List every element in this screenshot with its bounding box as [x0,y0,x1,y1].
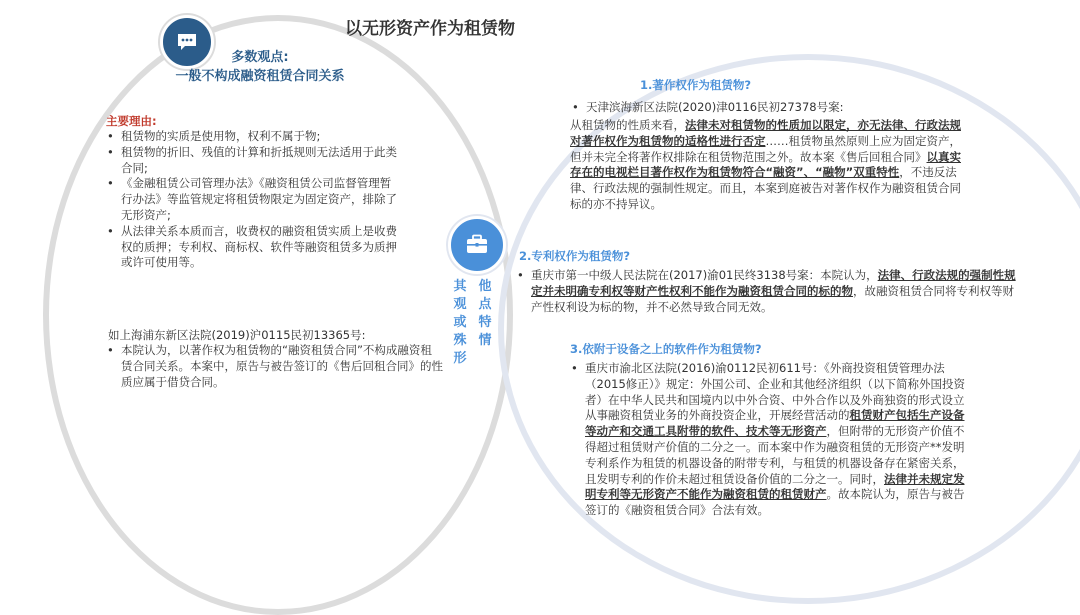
section1-title: 1.著作权作为租赁物? [640,78,752,92]
section2-highlight: 法律、行政法规的强制性规定并未明确专利权等财产性权利不能作为融资租赁合同的标的物 [531,268,1016,298]
reason-item: • 《金融租赁公司管理办法》《融资租赁公司监督管理暂行办法》等监管规定将租赁物限定为固定资产，排除了无形资产; [103,176,399,223]
page-title: 以无形资产作为租赁物 [345,19,515,39]
section1-text-a: 从租赁物的性质来看， [570,118,685,132]
vertical-label-right: 他点特情 [478,279,492,348]
section3-text-c: 。故本院认为，原告与被告签订的《融资租赁合同》合法有效。 [585,487,965,518]
majority-view-heading [150,48,370,86]
section2-text [513,268,1025,315]
section3-body [567,361,971,519]
left-case-text: • 本院认为，以著作权为租赁物的“融资租赁合同”不构成融资租赁合同关系。本案中，原告与被告签订的《售后回租合同》的性质应属于借贷合同。 [103,343,443,390]
left-decorative-arc [43,15,513,615]
reason-item: • 租赁物的实质是使用物，权利不属于物; [103,129,399,145]
section3-highlight-a: 租赁财产包括生产设备等动产和交通工具附带的软件、技术等无形资产 [585,408,965,439]
reason-item: • 租赁物的折旧、残值的计算和折抵规则无法适用于此类合同; [103,145,399,177]
vertical-label-left: 其观或殊形 [453,279,467,366]
left-case-title: 如上海浦东新区法院(2019)沪0115民初13365号: [108,328,366,342]
section1-body [570,118,966,213]
section1-text-c: ，不违反法律、行政法规的强制性规定。而且，本案到庭被告对著作权作为融资租赁合同标的亦不持异议。 [570,165,961,211]
majority-heading-line2: 一般不构成融资租赁合同关系 [175,69,345,84]
section2-text-a: 重庆市第一中级人民法院在(2017)渝01民终3138号案：本院认为， [531,268,878,282]
section3-text-b: ，但附带的无形资产价值不得超过租赁财产价值的二分之一。而本案中作为融资租赁的无形资产**发明专利系作为租赁的机器设备的附带专利，与租赁的机器设备存在紧密关系，且发明专利的作价未超过租赁设备价值的二分之一。同时， [585,424,965,486]
section3-highlight-b: 法律并未规定发明专利等无形资产不能作为融资租赁的租赁财产 [585,471,965,502]
section3-text [567,361,971,519]
section2-title: 2.专利权作为租赁物? [519,249,631,263]
section3-text-a: 重庆市渝北区法院(2016)渝0112民初611号：《外商投资租赁管理办法（2015修正）》规定：外国公司、企业和其他经济组织（以下简称外国投资者）在中华人民共和国境内以中外合资、中外合作以及外商独资的形式设立从事融资租赁业务的外商投资企业，开展经营活动的 [585,361,966,423]
section1-case-ref: • 天津滨海新区法院(2020)津0116民初27378号案: [568,100,968,116]
section1-case [568,100,968,116]
briefcase-icon [448,216,506,274]
section3-title: 3.依附于设备之上的软件作为租赁物? [570,342,762,356]
left-case-body [103,343,443,390]
reasons-list [103,129,399,271]
section1-text-b: ……租赁物虽然原则上应为固定资产，但并未完全将著作权排除在租赁物范围之外。故本案《售后回租合同》 [570,133,961,164]
reasons-title: 主要理由: [106,114,157,128]
reason-item: • 从法律关系本质而言，收费权的融资租赁实质上是收费权的质押；专利权、商标权、软件等融资租赁多为质押或许可使用等。 [103,224,399,271]
section1-highlight-b: 以真实存在的电视栏目著作权作为租赁物符合“融资”、“融物”双重特性 [570,149,961,180]
section2-body [513,268,1025,315]
section1-highlight-a: 法律未对租赁物的性质加以限定，亦无法律、行政法规对著作权作为租赁物的适格性进行否定 [570,118,961,148]
majority-heading-line1: 多数观点: [231,50,289,65]
section2-text-b: ，故融资租赁合同将专利权等财产性权利设为标的物，并不必然导致合同无效。 [531,283,1014,314]
